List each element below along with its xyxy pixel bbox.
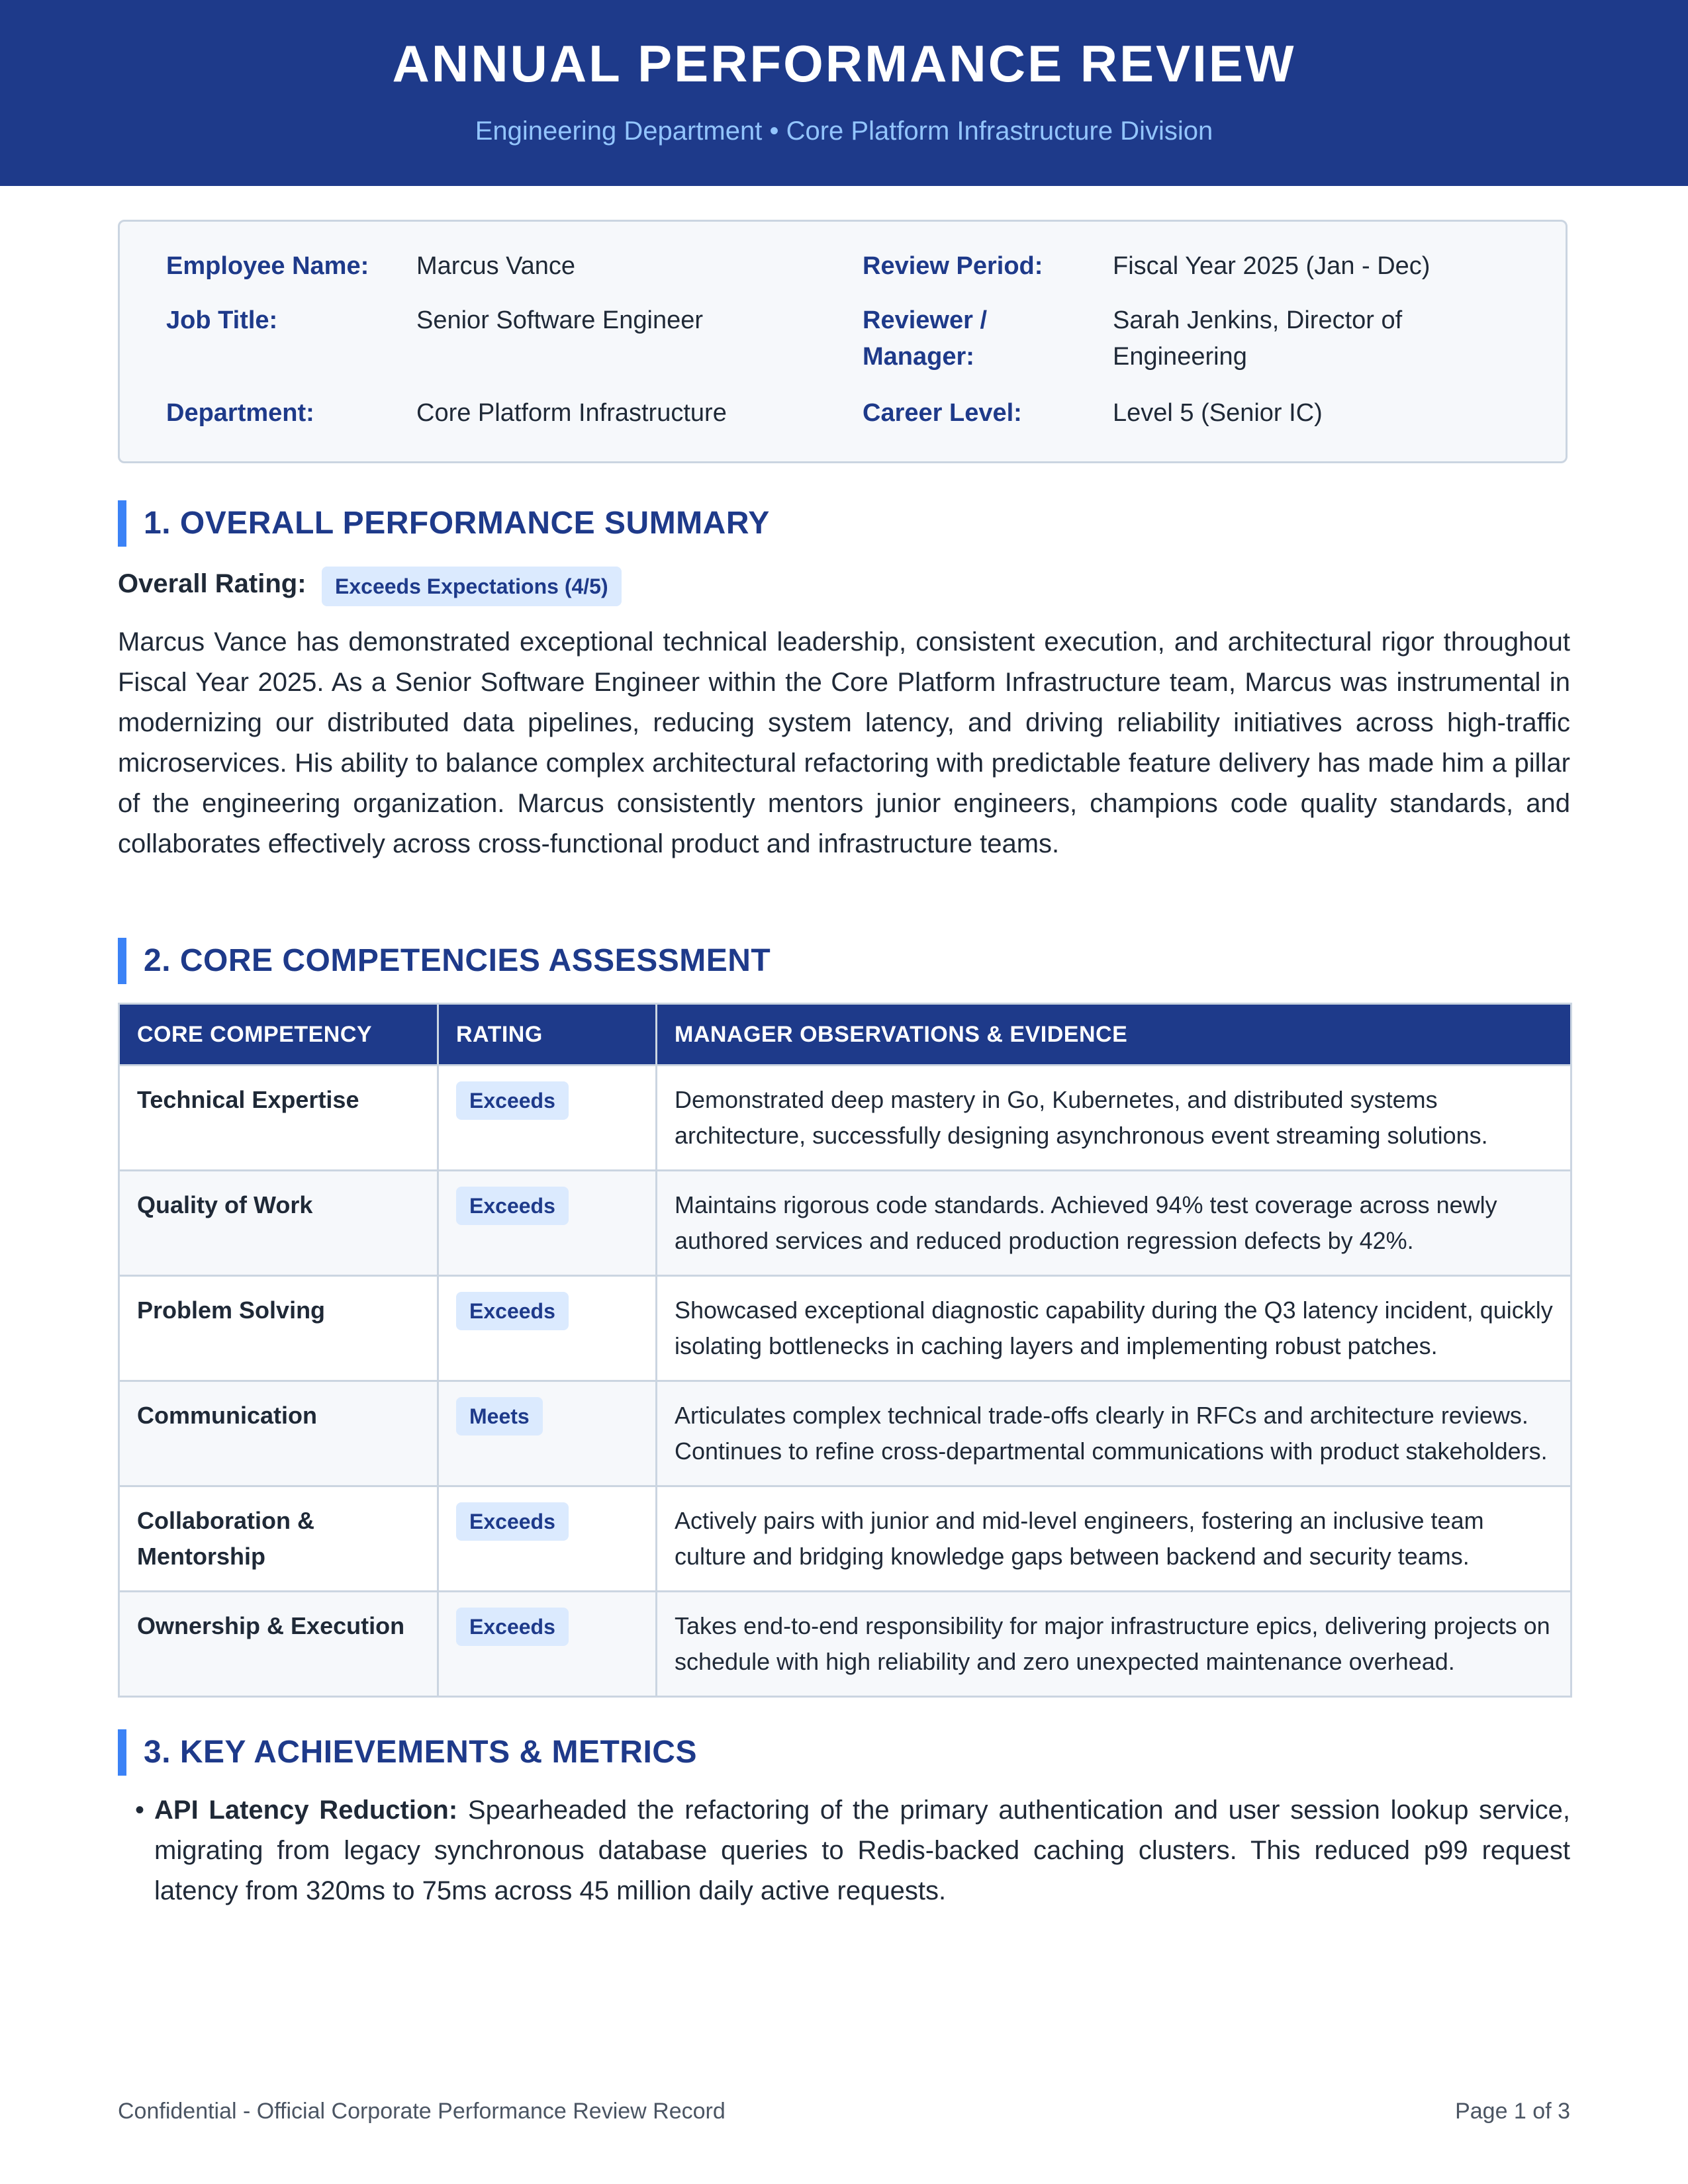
employee-info-card	[118, 220, 1568, 463]
reviewer-value: Sarah Jenkins, Director of Engineering	[1113, 306, 1403, 371]
footer-page-number: Page 1 of 3	[1455, 2099, 1570, 2124]
rating-badge: Exceeds	[456, 1081, 569, 1120]
overall-rating-badge: Exceeds Expectations (4/5)	[322, 567, 622, 606]
table-row	[119, 1066, 1571, 1171]
overall-rating-label: Overall Rating:	[118, 569, 306, 598]
employee-name-label: Employee Name:	[166, 252, 369, 280]
rating-cell	[438, 1381, 657, 1486]
competencies-table	[118, 1003, 1572, 1698]
section-heading-achievements: 3. KEY ACHIEVEMENTS & METRICS	[118, 1729, 697, 1776]
rating-cell	[438, 1592, 657, 1697]
footer-confidential-note: Confidential - Official Corporate Performance Review Record	[118, 2099, 726, 2124]
bullet-point: •	[135, 1796, 145, 1825]
competency-name: Problem Solving	[119, 1276, 438, 1381]
table-row	[119, 1486, 1571, 1592]
observation-text: Maintains rigorous code standards. Achieved 94% test coverage across newly authored services and reduced production regression defects by 42%.	[657, 1171, 1571, 1276]
column-header-observations: MANAGER OBSERVATIONS & EVIDENCE	[657, 1004, 1571, 1066]
observation-text: Takes end-to-end responsibility for major infrastructure epics, delivering projects on schedule with high reliability and zero unexpected maintenance overhead.	[657, 1592, 1571, 1697]
job-title-label: Job Title:	[166, 306, 278, 334]
job-title-value: Senior Software Engineer	[416, 306, 704, 334]
career-level-value: Level 5 (Senior IC)	[1113, 399, 1323, 427]
section-heading-summary: 1. OVERALL PERFORMANCE SUMMARY	[118, 500, 770, 547]
document-title: ANNUAL PERFORMANCE REVIEW	[392, 34, 1296, 93]
column-header-rating: RATING	[438, 1004, 657, 1066]
achievement-title: API Latency Reduction:	[154, 1796, 458, 1825]
department-value: Core Platform Infrastructure	[416, 399, 727, 427]
section-heading-competencies: 2. CORE COMPETENCIES ASSESSMENT	[118, 938, 771, 984]
review-period-label: Review Period:	[863, 252, 1043, 280]
review-period-value: Fiscal Year 2025 (Jan - Dec)	[1113, 252, 1430, 280]
achievement-list-item	[118, 1790, 1570, 1911]
rating-badge: Exceeds	[456, 1187, 569, 1225]
observation-text: Demonstrated deep mastery in Go, Kubernetes, and distributed systems architecture, successfully designing asynchronous event streaming solutions.	[657, 1066, 1571, 1171]
observation-text: Showcased exceptional diagnostic capability during the Q3 latency incident, quickly isolating bottlenecks in caching layers and implementing robust patches.	[657, 1276, 1571, 1381]
observation-text: Actively pairs with junior and mid-level engineers, fostering an inclusive team culture and bridging knowledge gaps between backend and security teams.	[657, 1486, 1571, 1592]
rating-badge: Exceeds	[456, 1608, 569, 1646]
competency-name: Communication	[119, 1381, 438, 1486]
rating-cell	[438, 1066, 657, 1171]
employee-name-value: Marcus Vance	[416, 252, 576, 280]
rating-cell	[438, 1276, 657, 1381]
competency-name: Ownership & Execution	[119, 1592, 438, 1697]
page-header	[0, 0, 1688, 186]
achievement-text: Spearheaded the refactoring of the primary authentication and user session lookup service, migrating from legacy synchronous database queries to Redis-backed caching clusters. This reduced p99 request latency from 320ms to 75ms across 45 million daily active requests.	[154, 1796, 1570, 1905]
table-row	[119, 1171, 1571, 1276]
rating-badge: Exceeds	[456, 1502, 569, 1541]
competency-name: Collaboration & Mentorship	[119, 1486, 438, 1592]
summary-paragraph: Marcus Vance has demonstrated exceptional technical leadership, consistent execution, and architectural rigor throughout Fiscal Year 2025. As a Senior Software Engineer within the Core Platform Infrastructure team, Marcus was instrumental in modernizing our distributed data pipelines, reducing system latency, and driving reliability initiatives across high-traffic microservices. His ability to balance complex architectural refactoring with predictable feature delivery has made him a pillar of the engineering organization. Marcus consistently mentors junior engineers, champions code quality standards, and collaborates effectively across cross-functional product and infrastructure teams.	[118, 627, 1570, 858]
column-header-competency: CORE COMPETENCY	[119, 1004, 438, 1066]
competency-name: Quality of Work	[119, 1171, 438, 1276]
department-label: Department:	[166, 399, 314, 427]
reviewer-label: Reviewer / Manager:	[863, 306, 987, 371]
table-row	[119, 1381, 1571, 1486]
table-row	[119, 1276, 1571, 1381]
document-subtitle: Engineering Department • Core Platform Infrastructure Division	[475, 116, 1213, 146]
table-row	[119, 1592, 1571, 1697]
rating-badge: Exceeds	[456, 1292, 569, 1330]
observation-text: Articulates complex technical trade-offs clearly in RFCs and architecture reviews. Continues to refine cross-departmental communications with product stakeholders.	[657, 1381, 1571, 1486]
competency-name: Technical Expertise	[119, 1066, 438, 1171]
rating-cell	[438, 1171, 657, 1276]
career-level-label: Career Level:	[863, 399, 1022, 427]
table-header-row	[119, 1004, 1571, 1066]
rating-cell	[438, 1486, 657, 1592]
rating-badge: Meets	[456, 1397, 543, 1435]
